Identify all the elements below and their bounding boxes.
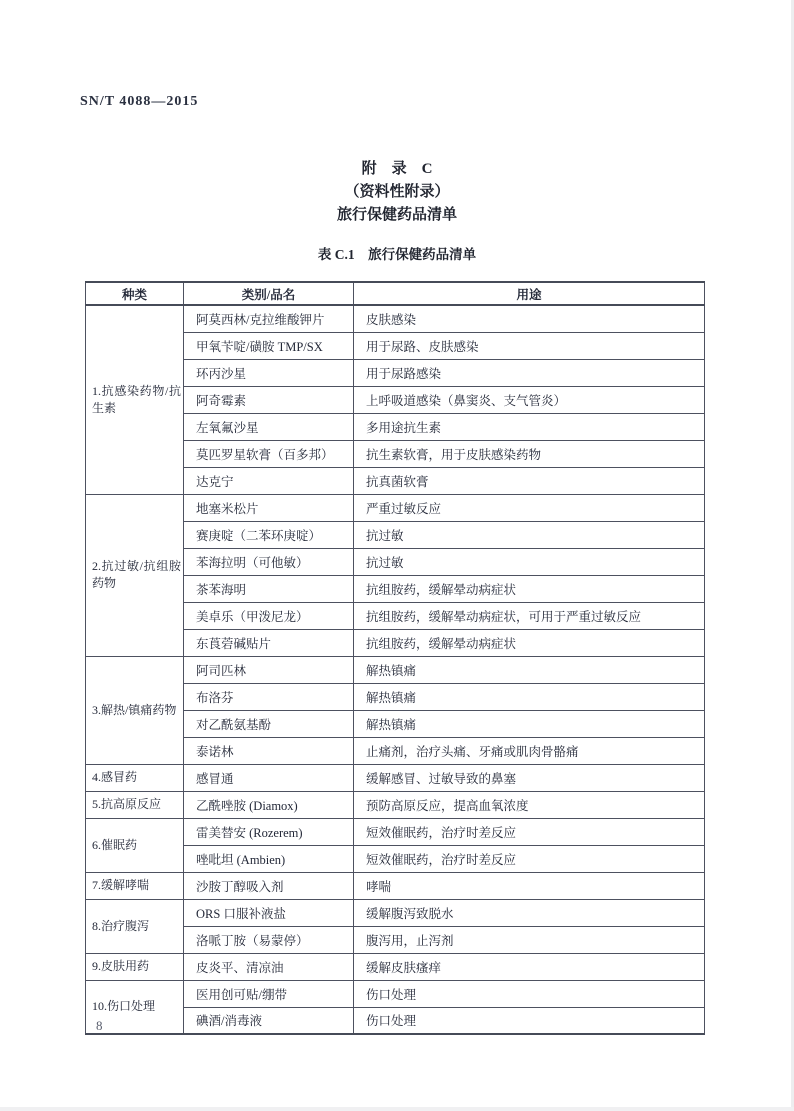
item-use-cell: 缓解感冒、过敏导致的鼻塞 — [354, 764, 705, 791]
item-name-cell: 甲氧苄啶/磺胺 TMP/SX — [184, 332, 354, 359]
item-name-cell: 美卓乐（甲泼尼龙） — [184, 602, 354, 629]
medicine-table — [85, 281, 705, 1035]
item-name-cell: 左氧氟沙星 — [184, 413, 354, 440]
table-caption: 表 C.1 旅行保健药品清单 — [317, 247, 477, 262]
item-name-cell: 阿莫西林/克拉维酸钾片 — [184, 305, 354, 332]
appendix-label: 附 录 C — [361, 161, 433, 177]
item-name-cell: 洛哌丁胺（易蒙停） — [184, 926, 354, 953]
item-use-cell: 伤口处理 — [354, 980, 705, 1007]
item-use-cell: 止痛剂，治疗头痛、牙痛或肌肉骨骼痛 — [354, 737, 705, 764]
medicine-table-body — [86, 305, 705, 1034]
category-cell: 1.抗感染药物/抗生素 — [86, 305, 184, 494]
item-use-cell: 上呼吸道感染（鼻窦炎、支气管炎） — [354, 386, 705, 413]
table-row — [86, 494, 705, 521]
category-cell: 4.感冒药 — [86, 764, 184, 791]
category-cell: 2.抗过敏/抗组胺药物 — [86, 494, 184, 656]
table-row — [86, 656, 705, 683]
item-use-cell: 用于尿路感染 — [354, 359, 705, 386]
table-row — [86, 980, 705, 1007]
item-use-cell: 多用途抗生素 — [354, 413, 705, 440]
table-row — [86, 305, 705, 332]
item-name-cell: 阿奇霉素 — [184, 386, 354, 413]
item-use-cell: 短效催眠药，治疗时差反应 — [354, 845, 705, 872]
table-row — [86, 818, 705, 845]
table-row — [86, 791, 705, 818]
category-cell: 8.治疗腹泻 — [86, 899, 184, 953]
item-name-cell: 布洛芬 — [184, 683, 354, 710]
item-name-cell: 沙胺丁醇吸入剂 — [184, 872, 354, 899]
item-use-cell: 抗真菌软膏 — [354, 467, 705, 494]
item-use-cell: 预防高原反应，提高血氧浓度 — [354, 791, 705, 818]
item-use-cell: 皮肤感染 — [354, 305, 705, 332]
item-name-cell: 泰诺林 — [184, 737, 354, 764]
item-name-cell: 雷美替安 (Rozerem) — [184, 818, 354, 845]
item-name-cell: 对乙酰氨基酚 — [184, 710, 354, 737]
item-name-cell: 唑吡坦 (Ambien) — [184, 845, 354, 872]
item-name-cell: 感冒通 — [184, 764, 354, 791]
appendix-heading: 旅行保健药品清单 — [336, 207, 457, 223]
table-row — [86, 899, 705, 926]
item-use-cell: 解热镇痛 — [354, 656, 705, 683]
page-number: 8 — [96, 1018, 103, 1033]
item-name-cell: 医用创可贴/绷带 — [184, 980, 354, 1007]
appendix-type-note: （资料性附录） — [344, 184, 450, 200]
item-name-cell: 赛庚啶（二苯环庚啶） — [184, 521, 354, 548]
category-cell: 10.伤口处理 — [86, 980, 184, 1034]
item-name-cell: 环丙沙星 — [184, 359, 354, 386]
item-use-cell: 伤口处理 — [354, 1007, 705, 1034]
table-row — [86, 764, 705, 791]
item-name-cell: 阿司匹林 — [184, 656, 354, 683]
category-cell: 6.催眠药 — [86, 818, 184, 872]
item-name-cell: 东莨菪碱贴片 — [184, 629, 354, 656]
scan-edge-bottom — [0, 1107, 794, 1111]
item-use-cell: 缓解腹泻致脱水 — [354, 899, 705, 926]
item-use-cell: 抗组胺药，缓解晕动病症状 — [354, 575, 705, 602]
item-name-cell: 茶苯海明 — [184, 575, 354, 602]
standard-number: SN/T 4088—2015 — [80, 94, 199, 109]
item-name-cell: 碘酒/消毒液 — [184, 1007, 354, 1034]
item-use-cell: 抗组胺药，缓解晕动病症状 — [354, 629, 705, 656]
item-use-cell: 短效催眠药，治疗时差反应 — [354, 818, 705, 845]
item-use-cell: 解热镇痛 — [354, 683, 705, 710]
item-use-cell: 抗过敏 — [354, 521, 705, 548]
item-name-cell: 地塞米松片 — [184, 494, 354, 521]
item-name-cell: 苯海拉明（可他敏） — [184, 548, 354, 575]
column-header-category: 种类 — [86, 282, 184, 305]
item-use-cell: 抗过敏 — [354, 548, 705, 575]
item-use-cell: 抗组胺药，缓解晕动病症状，可用于严重过敏反应 — [354, 602, 705, 629]
category-cell: 3.解热/镇痛药物 — [86, 656, 184, 764]
column-header-use: 用途 — [354, 282, 705, 305]
item-name-cell: 乙酰唑胺 (Diamox) — [184, 791, 354, 818]
item-name-cell: ORS 口服补液盐 — [184, 899, 354, 926]
item-name-cell: 皮炎平、清凉油 — [184, 953, 354, 980]
item-name-cell: 达克宁 — [184, 467, 354, 494]
item-use-cell: 哮喘 — [354, 872, 705, 899]
item-use-cell: 解热镇痛 — [354, 710, 705, 737]
table-header-row — [86, 282, 705, 305]
item-use-cell: 抗生素软膏，用于皮肤感染药物 — [354, 440, 705, 467]
column-header-name: 类别/品名 — [184, 282, 354, 305]
item-use-cell: 缓解皮肤瘙痒 — [354, 953, 705, 980]
category-cell: 9.皮肤用药 — [86, 953, 184, 980]
appendix-title-block — [0, 158, 794, 227]
item-use-cell: 用于尿路、皮肤感染 — [354, 332, 705, 359]
table-row — [86, 953, 705, 980]
category-cell: 7.缓解哮喘 — [86, 872, 184, 899]
category-cell: 5.抗高原反应 — [86, 791, 184, 818]
item-use-cell: 严重过敏反应 — [354, 494, 705, 521]
item-use-cell: 腹泻用，止泻剂 — [354, 926, 705, 953]
table-row — [86, 872, 705, 899]
item-name-cell: 莫匹罗星软膏（百多邦） — [184, 440, 354, 467]
